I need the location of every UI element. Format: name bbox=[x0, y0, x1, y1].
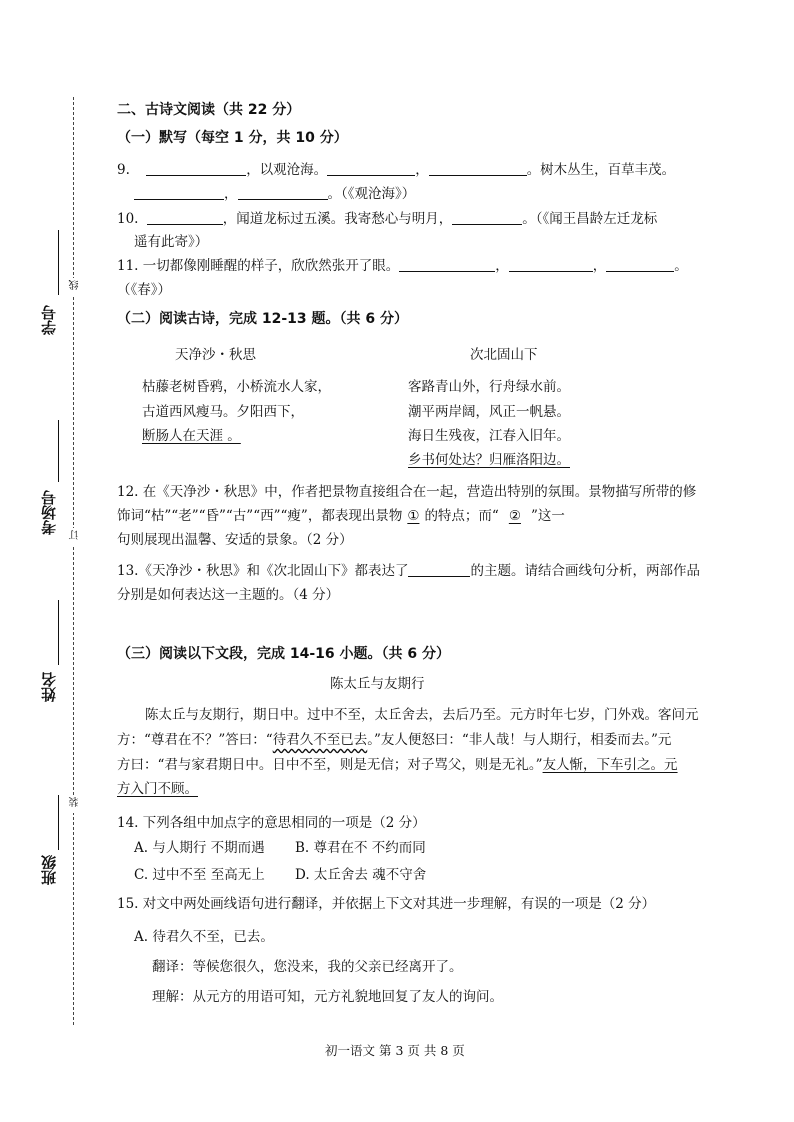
poem1-line1: 枯藤老树昏鸦，小桥流水人家， bbox=[142, 379, 331, 395]
q14-option-a[interactable]: A. 与人期行 不期而遇 bbox=[134, 840, 265, 856]
q9-blank-3[interactable] bbox=[429, 160, 527, 176]
class-label: 班级 bbox=[40, 855, 58, 885]
q11-blank-2[interactable] bbox=[509, 256, 593, 272]
question-10-line2: 遥有此寄》） bbox=[134, 234, 209, 250]
binding-dashed-line bbox=[73, 97, 74, 1025]
question-15: 15. 对文中两处画线语句进行翻译，并依据上下文对其进一步理解，有误的一项是（2 分） bbox=[117, 896, 656, 912]
q9-blank-1[interactable] bbox=[146, 160, 246, 176]
poem2-line2: 潮平两岸阔，风正一帆悬。 bbox=[408, 404, 570, 420]
q10-blank-2[interactable] bbox=[452, 209, 522, 225]
q13-blank[interactable] bbox=[408, 561, 470, 577]
section-title: 二、古诗文阅读（共 22 分） bbox=[117, 102, 301, 118]
passage-line3: 方曰：“君与家君期日中。日中不至，则是无信；对子骂父，则是无礼。”友人惭，下车引之。元 bbox=[117, 757, 678, 773]
page-footer: 初一语文 第 3 页 共 8 页 bbox=[325, 1043, 465, 1058]
question-12-line3: 句则展现出温馨、安适的景象。（2 分） bbox=[117, 532, 353, 548]
question-11-line1: 11. 一切都像刚睡醒的样子，欣欣然张开了眼。 ， ， 。 bbox=[117, 258, 688, 274]
part1-title: （一）默写（每空 1 分，共 10 分） bbox=[117, 130, 348, 146]
q12-blank-1[interactable]: ① bbox=[407, 508, 420, 524]
passage-line4: 方入门不顾。 bbox=[117, 781, 198, 797]
exam-room-field[interactable] bbox=[58, 420, 59, 482]
question-13-line2: 分别是如何表达这一主题的。（4 分） bbox=[117, 587, 340, 603]
q14-option-c[interactable]: C. 过中不至 至高无上 bbox=[134, 867, 265, 883]
q9-number: 9. bbox=[117, 162, 130, 178]
question-12-line2: 饰词“枯”“老”“昏”“古”“西”“瘦”，都表现出景物 ① 的特点；而“ ② ”这一 bbox=[117, 508, 565, 524]
student-id-label: 学号 bbox=[40, 305, 58, 335]
poem2-line1: 客路青山外，行舟绿水前。 bbox=[408, 379, 570, 395]
exam-room-label: 考场号 bbox=[40, 490, 58, 535]
poem2-line4-underlined: 乡书何处达？归雁洛阳边。 bbox=[408, 452, 570, 468]
q14-option-b[interactable]: B. 尊君在不 不约而同 bbox=[295, 840, 426, 856]
part3-title: （三）阅读以下文段，完成 14-16 小题。（共 6 分） bbox=[117, 646, 451, 662]
passage-wavy-sentence: 待君久不至已去 bbox=[272, 732, 368, 748]
poem2-title: 次北固山下 bbox=[470, 347, 538, 363]
q11-blank-3[interactable] bbox=[606, 256, 674, 272]
q12-blank-2[interactable]: ② bbox=[508, 508, 521, 524]
binding-mark-ding: 订 bbox=[70, 530, 81, 540]
q15-option-a-understanding: 理解：从元方的用语可知，元方礼貌地回复了友人的询问。 bbox=[152, 989, 503, 1005]
q15-option-a-translation: 翻译：等候您很久，您没来，我的父亲已经离开了。 bbox=[152, 959, 463, 975]
passage-line2: 方：“尊君在不？”答曰：“待君久不至已去。”友人便怒曰：“非人哉！与人期行，相委而去。”元 bbox=[117, 732, 672, 748]
name-label: 姓名 bbox=[40, 672, 58, 702]
q9-blank-2[interactable] bbox=[327, 160, 415, 176]
q14-option-d[interactable]: D. 太丘舍去 魂不守舍 bbox=[295, 867, 427, 883]
q9-blank-5[interactable] bbox=[238, 184, 328, 200]
q9-blank-4[interactable] bbox=[134, 184, 224, 200]
poem2-line3: 海日生残夜，江春入旧年。 bbox=[408, 428, 570, 444]
question-10-line1: 10. ，闻道龙标过五溪。我寄愁心与明月， 。（《闻王昌龄左迁龙标 bbox=[117, 211, 658, 227]
poem1-title: 天净沙・秋思 bbox=[175, 347, 256, 363]
class-field[interactable] bbox=[58, 795, 59, 850]
q10-blank-1[interactable] bbox=[147, 209, 223, 225]
passage-title: 陈太丘与友期行 bbox=[330, 676, 425, 692]
poem1-line3-underlined: 断肠人在天涯 。 bbox=[142, 428, 241, 444]
question-14: 14. 下列各组中加点字的意思相同的一项是（2 分） bbox=[117, 815, 426, 831]
q11-blank-1[interactable] bbox=[399, 256, 495, 272]
student-id-field[interactable] bbox=[58, 230, 59, 295]
name-field[interactable] bbox=[58, 600, 59, 665]
q15-option-a[interactable]: A. 待君久不至，已去。 bbox=[134, 929, 274, 945]
poem1-line2: 古道西风瘦马。夕阳西下， bbox=[142, 404, 304, 420]
part2-title: （二）阅读古诗，完成 12-13 题。（共 6 分） bbox=[117, 311, 409, 327]
question-13-line1: 13.《天净沙・秋思》和《次北固山下》都表达了 的主题。请结合画线句分析，两部作品 bbox=[117, 563, 700, 579]
passage-underlined-sentence: 友人惭，下车引之。元 bbox=[542, 757, 678, 773]
question-11-line2: （《春》） bbox=[117, 282, 171, 298]
passage-line1: 陈太丘与友期行，期日中。过中不至，太丘舍去，去后乃至。元方时年七岁，门外戏。客问元 bbox=[145, 707, 699, 723]
binding-mark-xian: 线 bbox=[70, 280, 81, 290]
question-9-line2: ， 。（《观沧海》） bbox=[134, 182, 415, 202]
binding-mark-zhuang: 装 bbox=[70, 797, 81, 807]
question-9-line1: 9. ，以观沧海。 ， 。树木丛生，百草丰茂。 bbox=[117, 162, 676, 178]
question-12-line1: 12. 在《天净沙・秋思》中，作者把景物直接组合在一起，营造出特别的氛围。景物描写所带的修 bbox=[117, 484, 697, 500]
